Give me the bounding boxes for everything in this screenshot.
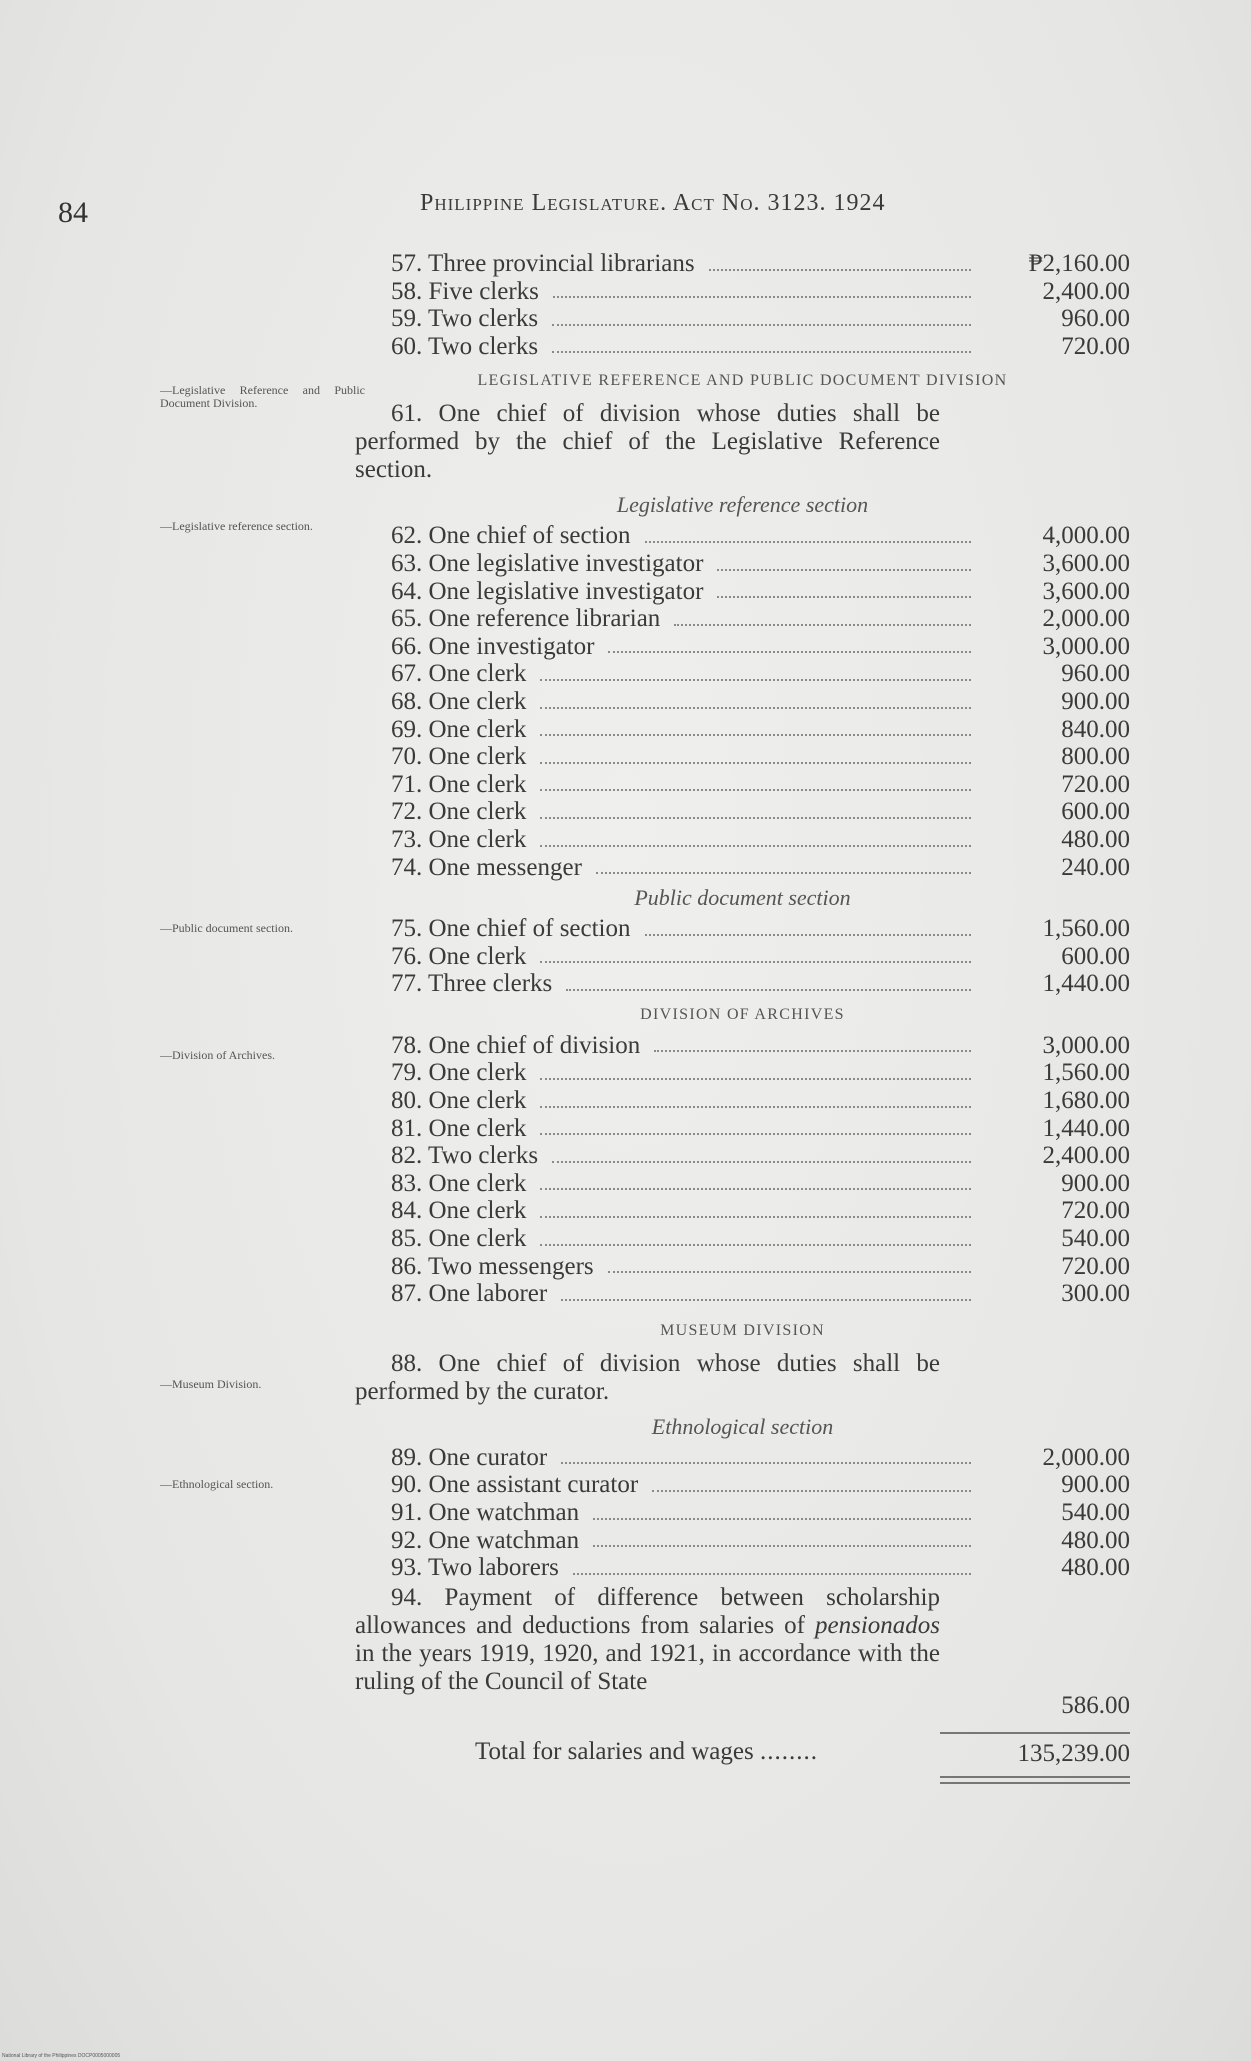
line-item xyxy=(355,771,1130,799)
museum-heading: MUSEUM DIVISION xyxy=(660,1321,825,1339)
leader-dots xyxy=(596,872,971,874)
public-document-heading: Public document section xyxy=(634,885,851,911)
ethnological-heading: Ethnological section xyxy=(651,1413,834,1439)
double-rule xyxy=(940,1776,1130,1784)
margin-note-ethnological: —Ethnological section. xyxy=(160,1477,274,1491)
line-item-label: 85. One clerk xyxy=(391,1225,527,1253)
leader-dots xyxy=(566,989,971,991)
leader-dots xyxy=(561,1299,971,1301)
leader-dots xyxy=(540,1188,971,1190)
line-item-amount: 1,560.00 xyxy=(1042,1059,1130,1087)
line-item-label: 73. One clerk xyxy=(391,825,527,853)
line-item-amount: 1,680.00 xyxy=(1042,1087,1130,1115)
line-item-amount: 3,600.00 xyxy=(1042,549,1130,577)
line-item-amount: 540.00 xyxy=(1061,1499,1130,1526)
line-item-amount: 720.00 xyxy=(1061,1252,1130,1280)
public-document-list xyxy=(355,915,1130,998)
line-item-label: 70. One clerk xyxy=(391,743,527,771)
line-item-amount: 540.00 xyxy=(1061,1225,1130,1253)
lrpd-heading: LEGISLATIVE REFERENCE AND PUBLIC DOCUMENT DIVISION xyxy=(477,372,1008,390)
line-item-label: 67. One clerk xyxy=(391,660,527,688)
line-item-label: 58. Five clerks xyxy=(391,277,539,305)
leader-dots xyxy=(717,569,971,571)
leader-dots xyxy=(540,707,971,709)
line-item-label: 60. Two clerks xyxy=(391,332,539,360)
leader-dots xyxy=(540,961,971,963)
line-item xyxy=(355,1253,1130,1281)
page-number: 84 xyxy=(58,196,88,229)
leader-dots xyxy=(645,934,971,936)
leader-dots xyxy=(540,789,971,791)
line-item-amount: 900.00 xyxy=(1061,1471,1130,1499)
line-item-label: 69. One clerk xyxy=(391,715,527,743)
total-label: Total for salaries and wages ........ xyxy=(475,1737,818,1765)
line-item xyxy=(355,522,1130,550)
line-item xyxy=(355,1059,1130,1087)
total-row xyxy=(355,1732,1130,1772)
line-item-amount: 840.00 xyxy=(1061,715,1130,743)
line-item xyxy=(355,1087,1130,1115)
line-item xyxy=(355,333,1130,361)
line-item-label: 81. One clerk xyxy=(391,1114,527,1142)
line-item xyxy=(355,1280,1130,1308)
item-94-text: 94. Payment of difference between scholarship allowances and deductions from salaries of pensionados in the years 1919, 1920, and 1921, in accordance with the ruling of the Council of State xyxy=(355,1583,940,1695)
line-item xyxy=(355,1032,1130,1060)
line-item-label: 62. One chief of section xyxy=(391,522,631,550)
margin-note-archives: —Division of Archives. xyxy=(160,1048,275,1062)
line-item xyxy=(355,1471,1130,1499)
line-item-amount: 720.00 xyxy=(1061,770,1130,798)
line-item-amount: 2,000.00 xyxy=(1042,605,1130,633)
line-item-label: 65. One reference librarian xyxy=(391,605,661,633)
line-item-label: 78. One chief of division xyxy=(391,1031,641,1059)
leader-dots xyxy=(553,296,971,298)
line-item xyxy=(355,915,1130,943)
ethnological-list xyxy=(355,1444,1130,1582)
leader-dots xyxy=(654,1050,971,1052)
museum-paragraph: 88. One chief of division whose duties shall be performed by the curator. xyxy=(355,1349,940,1405)
line-item xyxy=(355,854,1130,882)
line-item-amount: 600.00 xyxy=(1061,942,1130,970)
line-item-label: 79. One clerk xyxy=(391,1059,527,1087)
leader-dots xyxy=(652,1490,971,1492)
line-item-amount: 800.00 xyxy=(1061,743,1130,771)
line-item xyxy=(355,1142,1130,1170)
leader-dots xyxy=(552,351,971,353)
line-item-amount: 720.00 xyxy=(1061,1197,1130,1225)
line-item xyxy=(355,943,1130,971)
margin-note-museum: —Museum Division. xyxy=(160,1377,262,1391)
line-item xyxy=(355,826,1130,854)
archives-list xyxy=(355,1032,1130,1308)
line-item-label: 64. One legislative investigator xyxy=(391,577,704,605)
line-item-label: 84. One clerk xyxy=(391,1197,527,1225)
leader-dots xyxy=(540,817,971,819)
line-item xyxy=(355,605,1130,633)
line-item-label: 89. One curator xyxy=(391,1443,548,1471)
line-item-amount: 1,440.00 xyxy=(1042,970,1130,998)
line-item-amount: 300.00 xyxy=(1061,1280,1130,1308)
line-item-amount: ₱2,160.00 xyxy=(1028,250,1130,277)
line-item xyxy=(355,798,1130,826)
line-item-label: 91. One watchman xyxy=(391,1499,580,1526)
line-item xyxy=(355,1115,1130,1143)
line-item xyxy=(355,1197,1130,1225)
lrpd-paragraph: 61. One chief of division whose duties shall be performed by the chief of the Legislative Reference section. xyxy=(355,400,940,484)
line-item-amount: 600.00 xyxy=(1061,798,1130,826)
leader-dots xyxy=(540,1244,971,1246)
line-item xyxy=(355,970,1130,998)
line-item-label: 87. One laborer xyxy=(391,1280,548,1308)
line-item-amount: 240.00 xyxy=(1061,853,1130,881)
item-94-amount: 586.00 xyxy=(1061,1691,1130,1719)
leader-dots xyxy=(645,541,971,543)
leader-dots xyxy=(540,762,971,764)
line-item-amount: 480.00 xyxy=(1061,1526,1130,1554)
leader-dots xyxy=(561,1462,971,1464)
line-item-label: 86. Two messengers xyxy=(391,1252,594,1280)
leader-dots xyxy=(540,1078,971,1080)
legislative-reference-heading: Legislative reference section xyxy=(616,492,869,518)
line-item xyxy=(355,250,1130,278)
line-item-label: 76. One clerk xyxy=(391,942,527,970)
line-item xyxy=(355,660,1130,688)
leader-dots xyxy=(540,845,971,847)
line-item-label: 80. One clerk xyxy=(391,1087,527,1115)
line-item xyxy=(355,716,1130,744)
leader-dots xyxy=(709,269,971,271)
line-item-amount: 3,000.00 xyxy=(1042,1031,1130,1059)
total-amount: 135,239.00 xyxy=(940,1732,1130,1774)
line-item xyxy=(355,688,1130,716)
line-item xyxy=(355,578,1130,606)
line-item-amount: 900.00 xyxy=(1061,687,1130,715)
leader-dots xyxy=(593,1518,971,1520)
line-item xyxy=(355,1527,1130,1555)
leader-dots xyxy=(540,1133,971,1135)
leader-dots xyxy=(593,1545,971,1547)
line-item-amount: 960.00 xyxy=(1061,305,1130,333)
line-item xyxy=(355,1225,1130,1253)
footer-credit: National Library of the Philippines DOCP0005000005 xyxy=(2,2053,121,2059)
line-item-label: 57. Three provincial librarians xyxy=(391,250,695,277)
line-item-amount: 2,400.00 xyxy=(1042,1142,1130,1170)
line-item xyxy=(355,1499,1130,1527)
line-item-label: 66. One investigator xyxy=(391,632,595,660)
line-item xyxy=(355,633,1130,661)
leader-dots xyxy=(540,679,971,681)
line-item-amount: 3,000.00 xyxy=(1042,632,1130,660)
line-item-amount: 1,440.00 xyxy=(1042,1114,1130,1142)
line-item-label: 82. Two clerks xyxy=(391,1142,539,1170)
leader-dots xyxy=(552,324,971,326)
margin-note-lrpd: —Legislative Reference and Public Document Division. xyxy=(160,383,365,410)
line-item xyxy=(355,1444,1130,1472)
line-item-amount: 900.00 xyxy=(1061,1169,1130,1197)
leader-dots xyxy=(540,734,971,736)
line-item-label: 63. One legislative investigator xyxy=(391,549,704,577)
line-item xyxy=(355,305,1130,333)
leader-dots xyxy=(608,651,971,653)
line-item-label: 68. One clerk xyxy=(391,687,527,715)
line-item-label: 90. One assistant curator xyxy=(391,1471,639,1499)
line-item-label: 93. Two laborers xyxy=(391,1554,559,1582)
leader-dots xyxy=(552,1161,971,1163)
line-item-amount: 480.00 xyxy=(1061,1554,1130,1582)
leader-dots xyxy=(573,1573,971,1575)
main-content xyxy=(355,250,1130,1782)
leader-dots xyxy=(540,1106,971,1108)
item-94 xyxy=(355,1582,1130,1722)
line-item xyxy=(355,278,1130,306)
line-item-amount: 1,560.00 xyxy=(1042,915,1130,943)
line-item-label: 83. One clerk xyxy=(391,1169,527,1197)
line-item-label: 92. One watchman xyxy=(391,1526,580,1554)
line-item-label: 75. One chief of section xyxy=(391,915,631,943)
line-item-label: 72. One clerk xyxy=(391,798,527,826)
line-item-amount: 2,000.00 xyxy=(1042,1443,1130,1471)
line-item xyxy=(355,743,1130,771)
legislative-reference-list xyxy=(355,522,1130,881)
leader-dots xyxy=(540,1216,971,1218)
line-item-amount: 960.00 xyxy=(1061,660,1130,688)
line-item-amount: 2,400.00 xyxy=(1042,277,1130,305)
running-head: Philippine Legislature. Act No. 3123. 1924 xyxy=(420,190,886,216)
line-item-amount: 4,000.00 xyxy=(1042,522,1130,550)
line-item xyxy=(355,1554,1130,1582)
line-item-label: 71. One clerk xyxy=(391,770,527,798)
archives-heading: DIVISION OF ARCHIVES xyxy=(640,1005,845,1023)
line-item xyxy=(355,1170,1130,1198)
margin-note-public-document: —Public document section. xyxy=(160,921,293,935)
line-item-label: 74. One messenger xyxy=(391,853,582,881)
line-item-amount: 720.00 xyxy=(1061,332,1130,360)
line-item xyxy=(355,550,1130,578)
top-items-list xyxy=(355,250,1130,360)
line-item-label: 77. Three clerks xyxy=(391,970,553,998)
leader-dots xyxy=(717,596,971,598)
leader-dots xyxy=(674,624,971,626)
margin-note-legislative-reference: —Legislative reference section. xyxy=(160,519,313,533)
leader-dots xyxy=(608,1271,971,1273)
line-item-amount: 3,600.00 xyxy=(1042,577,1130,605)
line-item-label: 59. Two clerks xyxy=(391,305,539,333)
line-item-amount: 480.00 xyxy=(1061,825,1130,853)
